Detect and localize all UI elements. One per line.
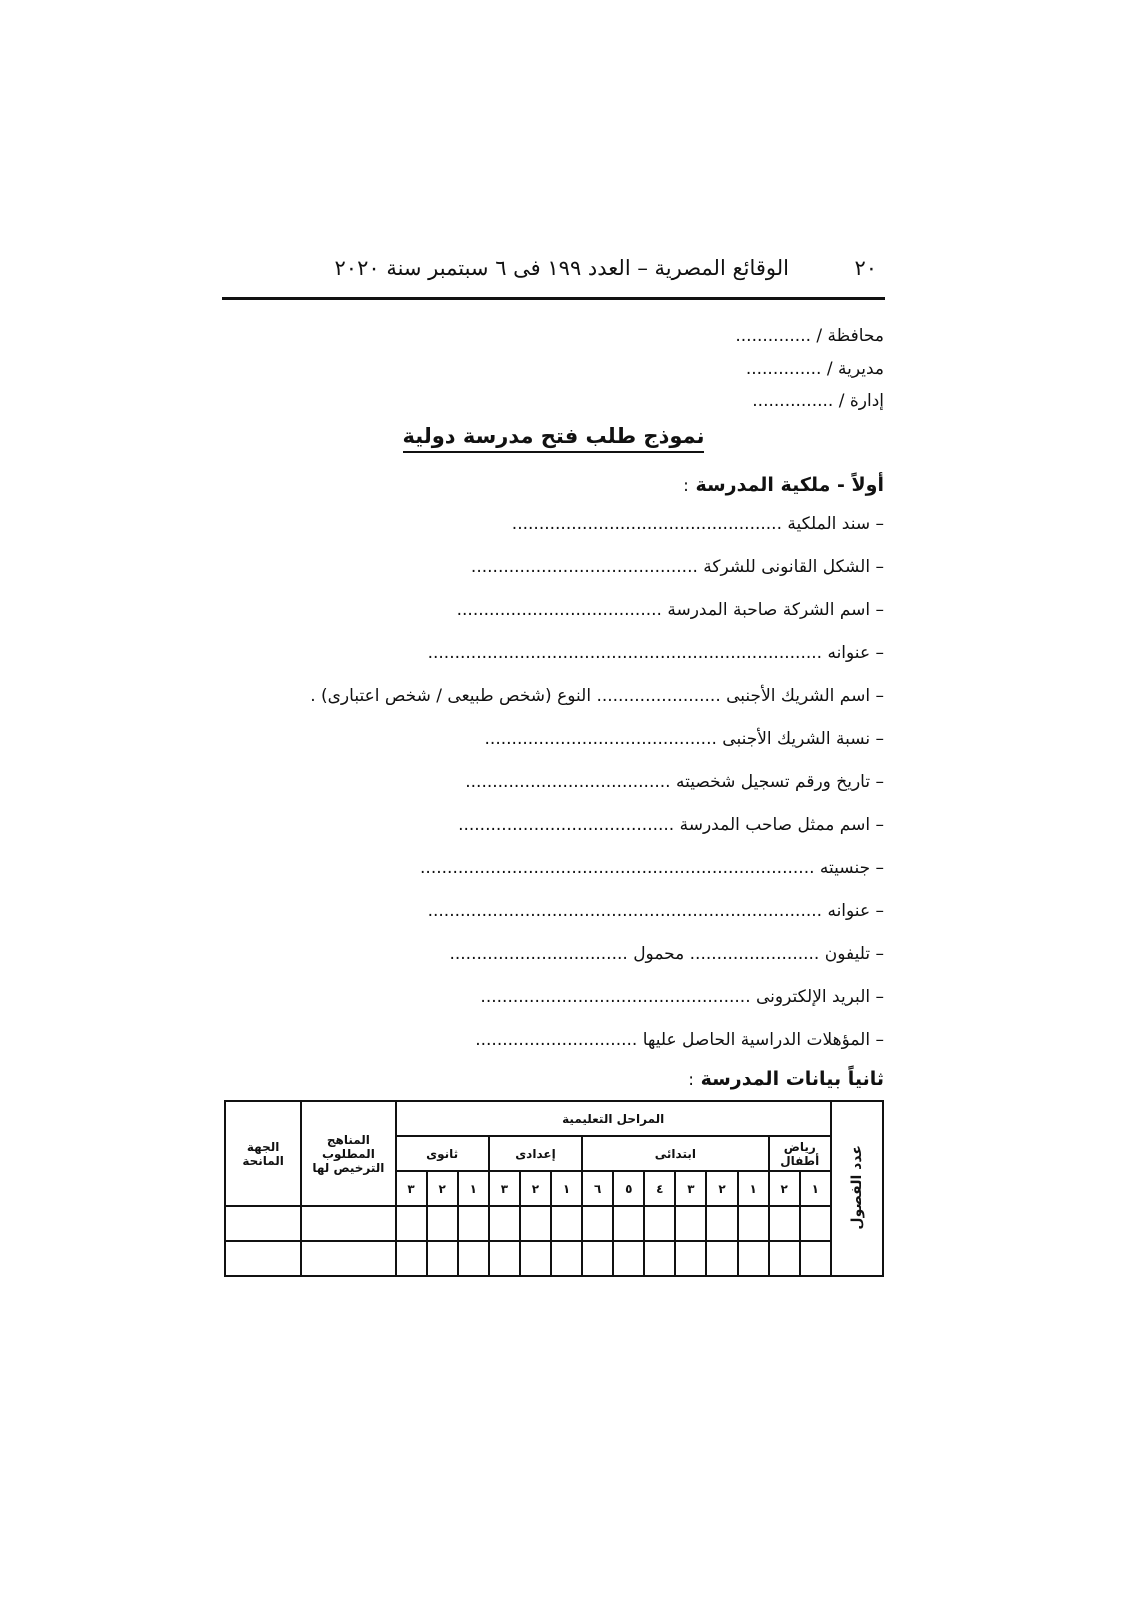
directorate-field: مديرية / ..............: [745, 359, 884, 379]
school-data-table: [224, 1100, 884, 1277]
grade-cell: ٢: [427, 1171, 458, 1206]
empty-cell: [738, 1241, 769, 1276]
field-registration: – تاريخ ورقم تسجيل شخصيته ......................................: [465, 772, 884, 792]
empty-cell: [644, 1241, 675, 1276]
grade-cell: ٢: [706, 1171, 737, 1206]
stages-header: المراحل التعليمية: [396, 1101, 831, 1136]
granting-body-header: الجهة المانحة: [225, 1101, 301, 1206]
empty-cell: [675, 1241, 706, 1276]
grade-cell: ١: [738, 1171, 769, 1206]
section-2-heading: ثانياً بيانات المدرسة :: [688, 1068, 884, 1090]
empty-cell: [301, 1206, 395, 1241]
empty-cell: [458, 1241, 489, 1276]
empty-cell: [520, 1206, 551, 1241]
administration-field: إدارة / ...............: [752, 391, 884, 411]
empty-cell: [800, 1206, 831, 1241]
grade-cell: ٣: [396, 1171, 427, 1206]
empty-cell: [427, 1206, 458, 1241]
field-email: – البريد الإلكترونى ..................................................: [480, 987, 884, 1007]
stage-secondary: ثانوى: [396, 1136, 489, 1171]
section-1-heading: أولاً - ملكية المدرسة :: [683, 474, 884, 496]
field-company-address: – عنوانه .........................................................................: [427, 643, 884, 663]
grade-cell: ١: [551, 1171, 582, 1206]
governorate-field: محافظة / ..............: [735, 326, 884, 346]
empty-cell: [489, 1206, 520, 1241]
field-representative: – اسم ممثل صاحب المدرسة ........................................: [458, 815, 884, 835]
table-row: [225, 1206, 883, 1241]
field-partner-share: – نسبة الشريك الأجنبى ...........................................: [484, 729, 884, 749]
grade-cell: ١: [458, 1171, 489, 1206]
empty-cell: [551, 1206, 582, 1241]
empty-cell: [738, 1206, 769, 1241]
table-row: [225, 1241, 883, 1276]
grade-cell: ٥: [613, 1171, 644, 1206]
page-header: [222, 256, 885, 286]
header-divider: [222, 297, 885, 300]
empty-cell: [613, 1206, 644, 1241]
form-title: نموذج طلب فتح مدرسة دولية: [0, 424, 1107, 448]
grade-cell: ٣: [675, 1171, 706, 1206]
field-nationality: – جنسيته .........................................................................: [420, 858, 884, 878]
field-phone: – تليفون ........................ محمول .................................: [449, 944, 884, 964]
stage-preparatory: إعدادى: [489, 1136, 582, 1171]
field-qualifications: – المؤهلات الدراسية الحاصل عليها ..............................: [475, 1030, 884, 1050]
field-foreign-partner: – اسم الشريك الأجنبى ....................... النوع (شخص طبيعى / شخص اعتبارى) .: [310, 686, 884, 706]
classes-count-header: عدد الفصول: [831, 1101, 883, 1276]
empty-cell: [706, 1241, 737, 1276]
empty-cell: [800, 1241, 831, 1276]
grade-cell: ١: [800, 1171, 831, 1206]
empty-cell: [769, 1241, 800, 1276]
empty-cell: [458, 1206, 489, 1241]
empty-cell: [301, 1241, 395, 1276]
empty-cell: [225, 1241, 301, 1276]
empty-cell: [396, 1241, 427, 1276]
empty-cell: [613, 1241, 644, 1276]
stage-primary: ابتدائى: [582, 1136, 769, 1171]
empty-cell: [706, 1206, 737, 1241]
empty-cell: [675, 1206, 706, 1241]
empty-cell: [582, 1206, 613, 1241]
empty-cell: [396, 1206, 427, 1241]
field-company-name: – اسم الشركة صاحبة المدرسة ......................................: [456, 600, 884, 620]
empty-cell: [582, 1241, 613, 1276]
empty-cell: [520, 1241, 551, 1276]
empty-cell: [225, 1206, 301, 1241]
grade-cell: ٣: [489, 1171, 520, 1206]
empty-cell: [551, 1241, 582, 1276]
empty-cell: [769, 1206, 800, 1241]
publication-title: الوقائع المصرية – العدد ١٩٩ فى ٦ سبتمبر سنة ٢٠٢٠: [334, 256, 789, 280]
stage-kindergarten: رياض أطفال: [769, 1136, 831, 1171]
grade-cell: ٢: [520, 1171, 551, 1206]
grade-cell: ٤: [644, 1171, 675, 1206]
page-number: ٢٠: [854, 256, 877, 280]
empty-cell: [427, 1241, 458, 1276]
field-legal-form: – الشكل القانونى للشركة ..........................................: [470, 557, 884, 577]
empty-cell: [644, 1206, 675, 1241]
grade-cell: ٦: [582, 1171, 613, 1206]
grade-cell: ٢: [769, 1171, 800, 1206]
field-ownership-deed: – سند الملكية ..................................................: [511, 514, 884, 534]
curricula-header: المناهج المطلوب الترخيص لها: [301, 1101, 395, 1206]
empty-cell: [489, 1241, 520, 1276]
field-representative-address: – عنوانه .........................................................................: [427, 901, 884, 921]
